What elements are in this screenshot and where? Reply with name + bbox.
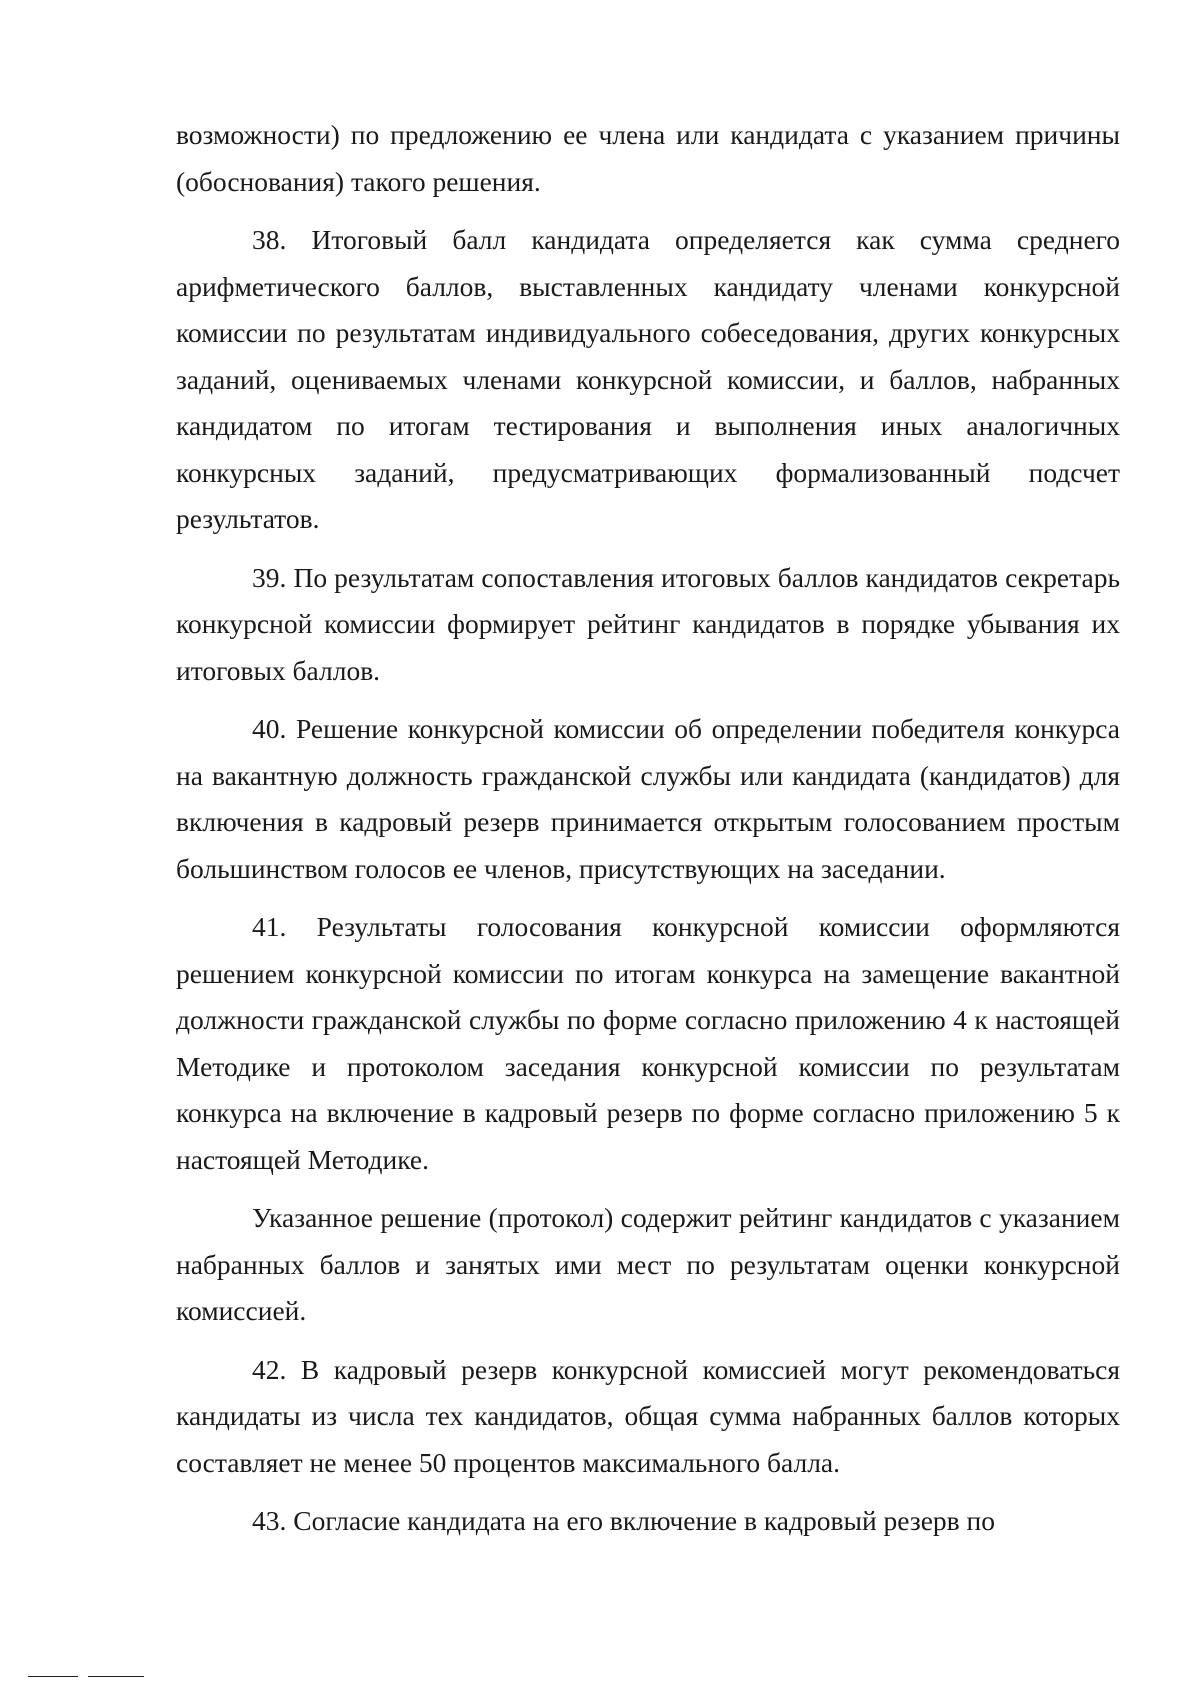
paragraph-40: 40. Решение конкурсной комиссии об определении победителя конкурса на вакантную должность гражданской службы или кандидата (кандидатов) для включения в кадровый резерв принимается открытым голосованием простым большинством голосов ее членов, присутствующих на заседании. bbox=[176, 713, 1120, 884]
paragraph-38: 38. Итоговый балл кандидата определяется как сумма среднего арифметического баллов, выставленных кандидату членами конкурсной комиссии по результатам индивидуального собеседования, других конкурсных заданий, оцениваемых членами конкурсной комиссии, и баллов, набранных кандидатом по итогам тестирования и выполнения иных аналогичных конкурсных заданий, предусматривающих формализованный подсчет результатов. bbox=[176, 224, 1120, 534]
paragraph-41: 41. Результаты голосования конкурсной комиссии оформляются решением конкурсной комиссии по итогам конкурса на замещение вакантной должности гражданской службы по форме согласно приложению 4 к настоящей Методике и протоколом заседания конкурсной комиссии по результатам конкурса на включение в кадровый резерв по форме согласно приложению 5 к настоящей Методике. bbox=[176, 911, 1120, 1175]
footer-rule-gap bbox=[78, 1672, 88, 1680]
paragraph-42: 42. В кадровый резерв конкурсной комиссией могут рекомендоваться кандидаты из числа тех кандидатов, общая сумма набранных баллов которых составляет не менее 50 процентов максимального балла. bbox=[176, 1353, 1120, 1478]
document-body bbox=[176, 112, 1120, 1545]
paragraph-41-note: Указанное решение (протокол) содержит рейтинг кандидатов с указанием набранных баллов и занятых ими мест по результатам оценки конкурсной комиссией. bbox=[176, 1202, 1120, 1326]
paragraph-43: 43. Согласие кандидата на его включение в кадровый резерв по bbox=[252, 1505, 995, 1536]
paragraph-39: 39. По результатам сопоставления итоговых баллов кандидатов секретарь конкурсной комиссии формирует рейтинг кандидатов в порядке убывания их итоговых баллов. bbox=[176, 561, 1120, 686]
paragraph-continuation: возможности) по предложению ее члена или кандидата с указанием причины (обоснования) такого решения. bbox=[176, 119, 1120, 197]
